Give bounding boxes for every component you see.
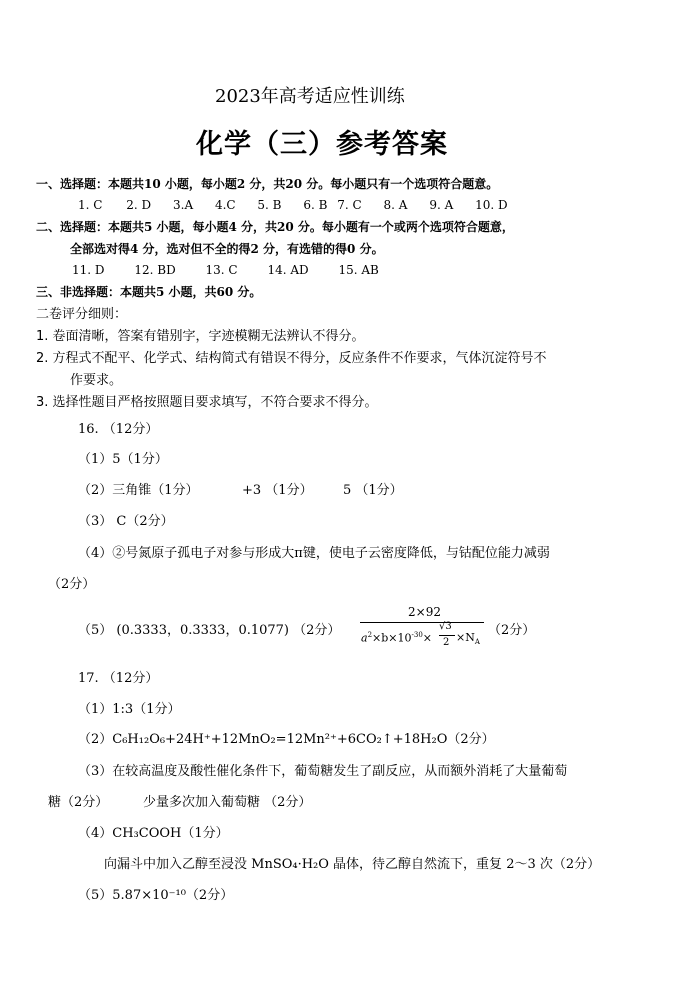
rule-2: 2. 方程式不配平、化学式、结构简式有错误不得分，反应条件不作要求，气体沉淀符号不: [36, 351, 547, 366]
answer-9: 9. A: [429, 198, 454, 212]
answer-7: 7. C: [337, 198, 362, 212]
fraction-bar: [360, 622, 484, 623]
q17-part2-equation: （2）C₆H₁₂O₆+24H⁺+12MnO₂=12Mn²⁺+6CO₂↑+18H₂O（2分）: [78, 732, 495, 747]
den-n: ×N: [456, 631, 475, 644]
den-a-exp: 2: [367, 631, 373, 639]
q17-label: 17. （12分）: [78, 671, 159, 686]
q16-part5-score: （2分）: [488, 623, 536, 638]
section3-heading: 三、非选择题：本题共5 小题，共60 分。: [36, 285, 262, 299]
answer-6: 6. B: [303, 198, 328, 212]
q16-part2-valence: +3 （1分）: [242, 483, 313, 498]
answer-10: 10. D: [475, 198, 508, 212]
rule-2-cont: 作要求。: [70, 373, 123, 388]
den-b: ×b×10: [372, 631, 412, 645]
q16-part4-score: （2分）: [48, 577, 96, 592]
q17-part4: （4）CH₃COOH（1分）: [78, 826, 229, 841]
q17-part3: （3）在较高温度及酸性催化条件下，葡萄糖发生了副反应，从而额外消耗了大量葡萄: [78, 764, 568, 779]
q16-part2-geometry: （2）三角锥（1分）: [78, 483, 199, 498]
answer-1: 1. C: [78, 198, 103, 212]
section2-heading-line2: 全部选对得4 分，选对但不全的得2 分，有选错的得0 分。: [70, 242, 384, 256]
doc-title: 2023年高考适应性训练: [215, 86, 405, 107]
answer-11: 11. D: [72, 263, 105, 277]
section2-heading-line1: 二、选择题：本题共5 小题，每小题4 分，共20 分。每小题有一个或两个选项符合题意，: [36, 220, 514, 234]
q16-part4: （4）②号氮原子孤电子对参与形成大π键，使电子云密度降低，与钴配位能力减弱: [78, 546, 550, 561]
answer-12: 12. BD: [134, 263, 176, 277]
den-na: [456, 632, 480, 646]
q17-part4-wash: 向漏斗中加入乙醇至浸没 MnSO₄·H₂O 晶体，待乙醇自然流下，重复 2～3 次（2分）: [104, 857, 601, 872]
den-sqrt3: √3: [439, 621, 452, 632]
answer-2: 2. D: [126, 198, 152, 212]
section2-answers: [72, 264, 379, 276]
q17-part3-cont: 糖（2分）: [48, 795, 109, 810]
den-exp: -30: [411, 631, 423, 639]
answer-13: 13. C: [205, 263, 238, 277]
rule-1: 1. 卷面清晰，答案有错别字，字迹模糊无法辨认不得分。: [36, 329, 365, 344]
answer-4: 4.C: [214, 198, 236, 212]
density-formula-denominator: [361, 632, 432, 644]
answer-15: 15. AB: [338, 263, 379, 277]
den-a: a: [361, 631, 368, 645]
answer-8: 8. A: [383, 198, 408, 212]
q16-part3: （3） C（2分）: [78, 514, 174, 529]
rules-heading: 二卷评分细则：: [36, 307, 128, 322]
den-two: 2: [443, 637, 450, 648]
den-n-sub: A: [474, 638, 480, 647]
answer-14: 14. AD: [267, 263, 309, 277]
density-formula-numerator: 2×92: [408, 605, 441, 619]
section1-answers: [78, 199, 508, 211]
q16-label: 16. （12分）: [78, 422, 159, 437]
q16-part2-count: 5 （1分）: [343, 483, 403, 498]
doc-subtitle: 化学（三）参考答案: [196, 129, 448, 160]
q17-part1: （1）1:3（1分）: [78, 702, 181, 717]
q16-part5-coords: （5） (0.3333，0.3333，0.1077) （2分）: [78, 623, 341, 638]
answer-5: 5. B: [257, 198, 282, 212]
q17-part5: （5）5.87×10⁻¹⁰（2分）: [78, 888, 234, 903]
section1-heading: 一、选择题：本题共10 小题，每小题2 分，共20 分。每小题只有一个选项符合题意。: [36, 177, 499, 191]
answer-3: 3.A: [173, 198, 194, 212]
q16-part1: （1）5（1分）: [78, 452, 168, 467]
den-times: ×: [422, 631, 433, 645]
q17-part3-method: 少量多次加入葡萄糖 （2分）: [143, 795, 312, 810]
rule-3: 3. 选择性题目严格按照题目要求填写，不符合要求不得分。: [36, 395, 378, 410]
inner-fraction-bar: [439, 635, 455, 636]
